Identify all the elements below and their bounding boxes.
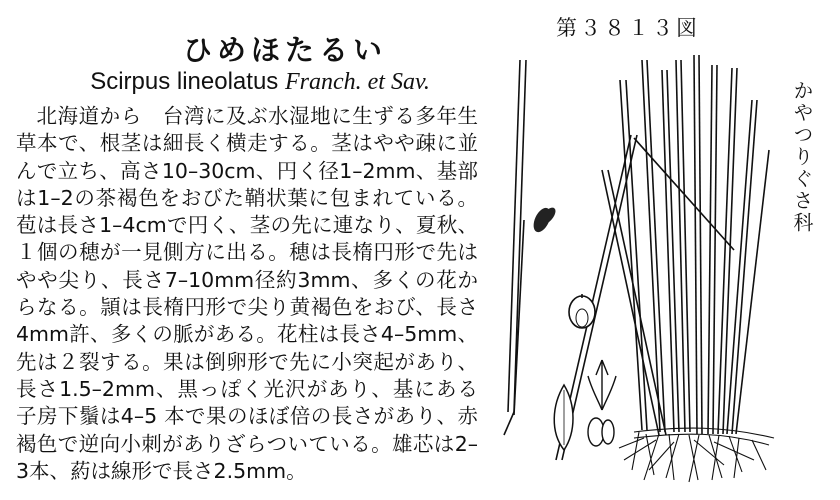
plant-illustration <box>484 40 784 495</box>
species-title: ひめほたるい <box>182 33 387 67</box>
roots <box>619 428 774 482</box>
scientific-name <box>40 68 480 96</box>
family-label: かやつりぐさ科 <box>790 80 814 234</box>
figure-number: 第３８１３図 <box>556 16 700 40</box>
description-text: 北海道から 台湾に及ぶ水湿地に生ずる多年生草本で、根茎は細長く横走する。茎はやや疎に並んで立ち、高さ10–30cm、円く径1–2mm、基部は1–2の茶褐色をおびた鞘状葉に包まれている。苞は長さ1–4cmで円く、茎の先に連なり、夏秋、１個の穂が一見側方に出る。穂は長楕円形で先はやや尖り、長さ7–10mm径約3mm、多くの花からなる。頴は長楕円形で尖り黄褐色をおび、長さ4mm許、多くの脈がある。花柱は長さ4–5mm、先は２裂する。果は倒卵形で先に小突起があり、長さ1.5–2mm、黒っぽく光沢があり、基にある子房下鬚は4–5 本で果のほぼ倍の長さがあり、赤褐色で逆向小刺がありざらついている。雄芯は2–3本、葯は線形で長さ2.5mm。 <box>16 104 478 483</box>
genus-species: Scirpus lineolatus <box>90 68 279 95</box>
flower-detail <box>588 360 616 446</box>
author-citation: Franch. et Sav. <box>284 69 430 95</box>
nutlet-detail <box>569 296 595 328</box>
